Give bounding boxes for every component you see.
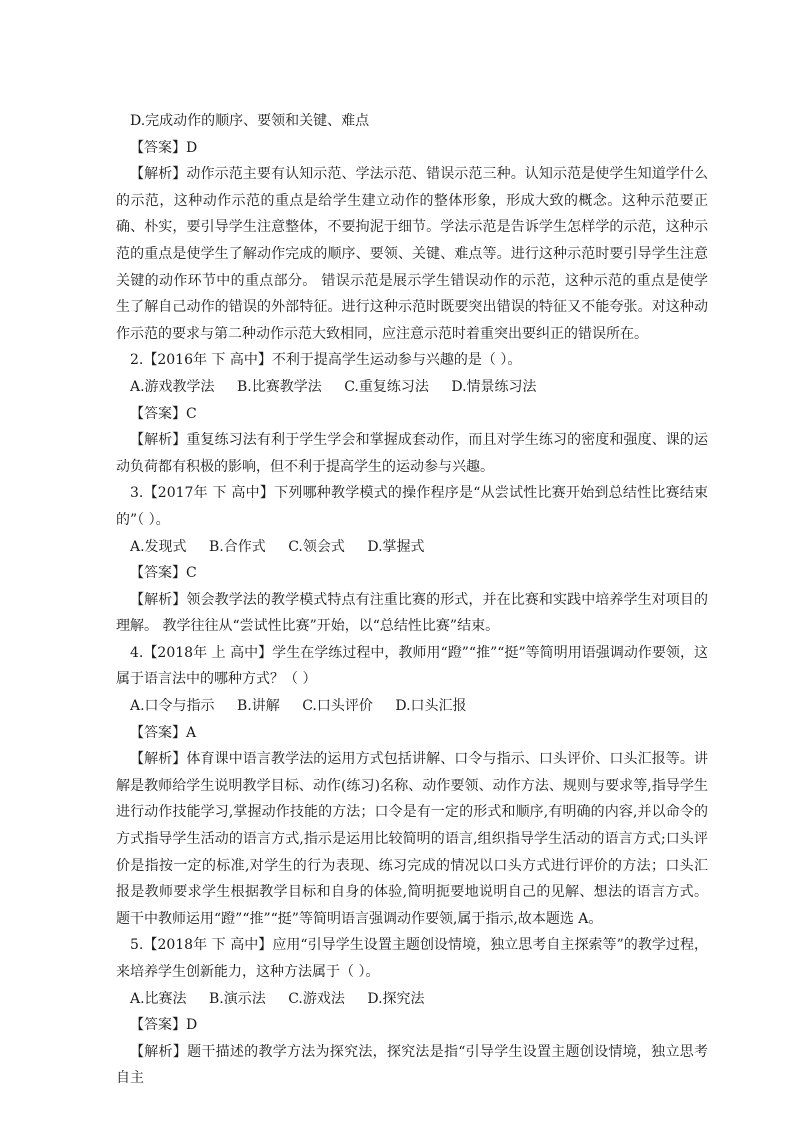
question-5-answer: 【答案】D bbox=[130, 1017, 198, 1034]
option-b: B.比赛教学法 bbox=[237, 378, 322, 395]
option-a: A.比赛法 bbox=[130, 990, 187, 1007]
option-d: D.探究法 bbox=[367, 990, 425, 1007]
option-d: D.情景练习法 bbox=[451, 378, 537, 395]
answer-line: 【答案】D bbox=[130, 139, 198, 156]
question-3-answer: 【答案】C bbox=[130, 565, 197, 582]
option-b: B.讲解 bbox=[237, 698, 280, 715]
option-d: D.掌握式 bbox=[367, 538, 425, 555]
option-a: A.游戏教学法 bbox=[130, 378, 215, 395]
option-c: C.领会式 bbox=[288, 538, 345, 555]
question-3-options bbox=[116, 534, 708, 561]
option-b: B.演示法 bbox=[209, 990, 266, 1007]
option-d-line: D.完成动作的顺序、要领和关键、难点 bbox=[130, 113, 370, 129]
question-4-options bbox=[116, 693, 708, 720]
option-c: C.游戏法 bbox=[288, 990, 345, 1007]
question-4-answer: 【答案】A bbox=[130, 724, 197, 741]
option-b: B.合作式 bbox=[209, 538, 266, 555]
option-c: C.重复练习法 bbox=[344, 378, 429, 395]
question-5: 5.【2018年 下 高中】应用“引导学生设置主题创设情境，独立思考自主探索等”的教学过程，来培养学生创新能力，这种方法属于（ ）。 bbox=[116, 937, 708, 980]
question-3-explanation: 【解析】领会教学法的教学模式特点有注重比赛的形式，并在比赛和实践中培养学生对项目的理解。 教学往往从“尝试性比赛”开始，以“总结性比赛”结束。 bbox=[116, 591, 708, 635]
document-body bbox=[116, 108, 708, 1092]
question-4-explanation: 【解析】体育课中语言教学法的运用方式包括讲解、口令与指示、口头评价、口头汇报等。讲解是教师给学生说明教学目标、动作(练习)名称、动作要领、动作方法、规则与要求等,指导学生进行动作技能学习,掌握动作技能的方法；口令是有一定的形式和顺序,有明确的内容,并以命令的方式指导学生活动的语言方式,指示是运用比较简明的语言,组织指导学生活动的语言方式;口头评价是指按一定的标准,对学生的行为表现、练习完成的情况以口头方式进行评价的方法；口头汇报是教师要求学生根据教学目标和自身的体验,简明扼要地说明自己的见解、想法的语言方式。题干中教师运用“蹬”“推”“挺”等简明语言强调动作要领,属于指示,故本题选 A。 bbox=[116, 751, 708, 927]
question-2-explanation: 【解析】重复练习法有利于学生学会和掌握成套动作，而且对学生练习的密度和强度、课的运动负荷都有积极的影响，但不利于提高学生的运动参与兴趣。 bbox=[116, 432, 708, 475]
question-5-options bbox=[116, 986, 708, 1013]
option-c: C.口头评价 bbox=[302, 698, 373, 715]
question-2-options bbox=[116, 374, 708, 401]
question-3: 3.【2017年 下 高中】下列哪种教学模式的操作程序是“从尝试性比赛开始到总结性比赛结束的”（ ）。 bbox=[116, 485, 708, 528]
question-4: 4.【2018年 上 高中】学生在学练过程中，教师用“蹬”“推”“挺”等简明用语强调动作要领，这属于语言法中的哪种方式？（ ） bbox=[116, 644, 708, 688]
option-d: D.口头汇报 bbox=[395, 698, 467, 715]
question-5-explanation: 【解析】题干描述的教学方法为探究法，探究法是指“引导学生设置主题创设情境，独立思考自主 bbox=[116, 1043, 708, 1087]
explanation-paragraph: 【解析】动作示范主要有认知示范、学法示范、错误示范三种。认知示范是使学生知道学什么的示范，这种动作示范的重点是给学生建立动作的整体形象，形成大致的概念。这种示范要正确、朴实，要引导学生注意整体，不要拘泥于细节。学法示范是告诉学生怎样学的示范，这种示范的重点是使学生了解动作完成的顺序、要领、关键、难点等。进行这种示范时要引导学生注意关键的动作环节中的重点部分。 错误示范是展示学生错误动作的示范，这种示范的重点是使学生了解自己动作的错误的外部特征。进行这种示范时既要突出错误的特征又不能夸张。对这种动作示范的要求与第二种动作示范大致相同，应注意示范时着重突出要纠正的错误所在。 bbox=[116, 166, 708, 342]
question-2: 2.【2016年 下 高中】不利于提高学生运动参与兴趣的是（ ）。 bbox=[130, 352, 522, 369]
option-a: A.口令与指示 bbox=[130, 698, 215, 715]
option-a: A.发现式 bbox=[130, 538, 187, 555]
question-2-answer: 【答案】C bbox=[130, 405, 197, 422]
